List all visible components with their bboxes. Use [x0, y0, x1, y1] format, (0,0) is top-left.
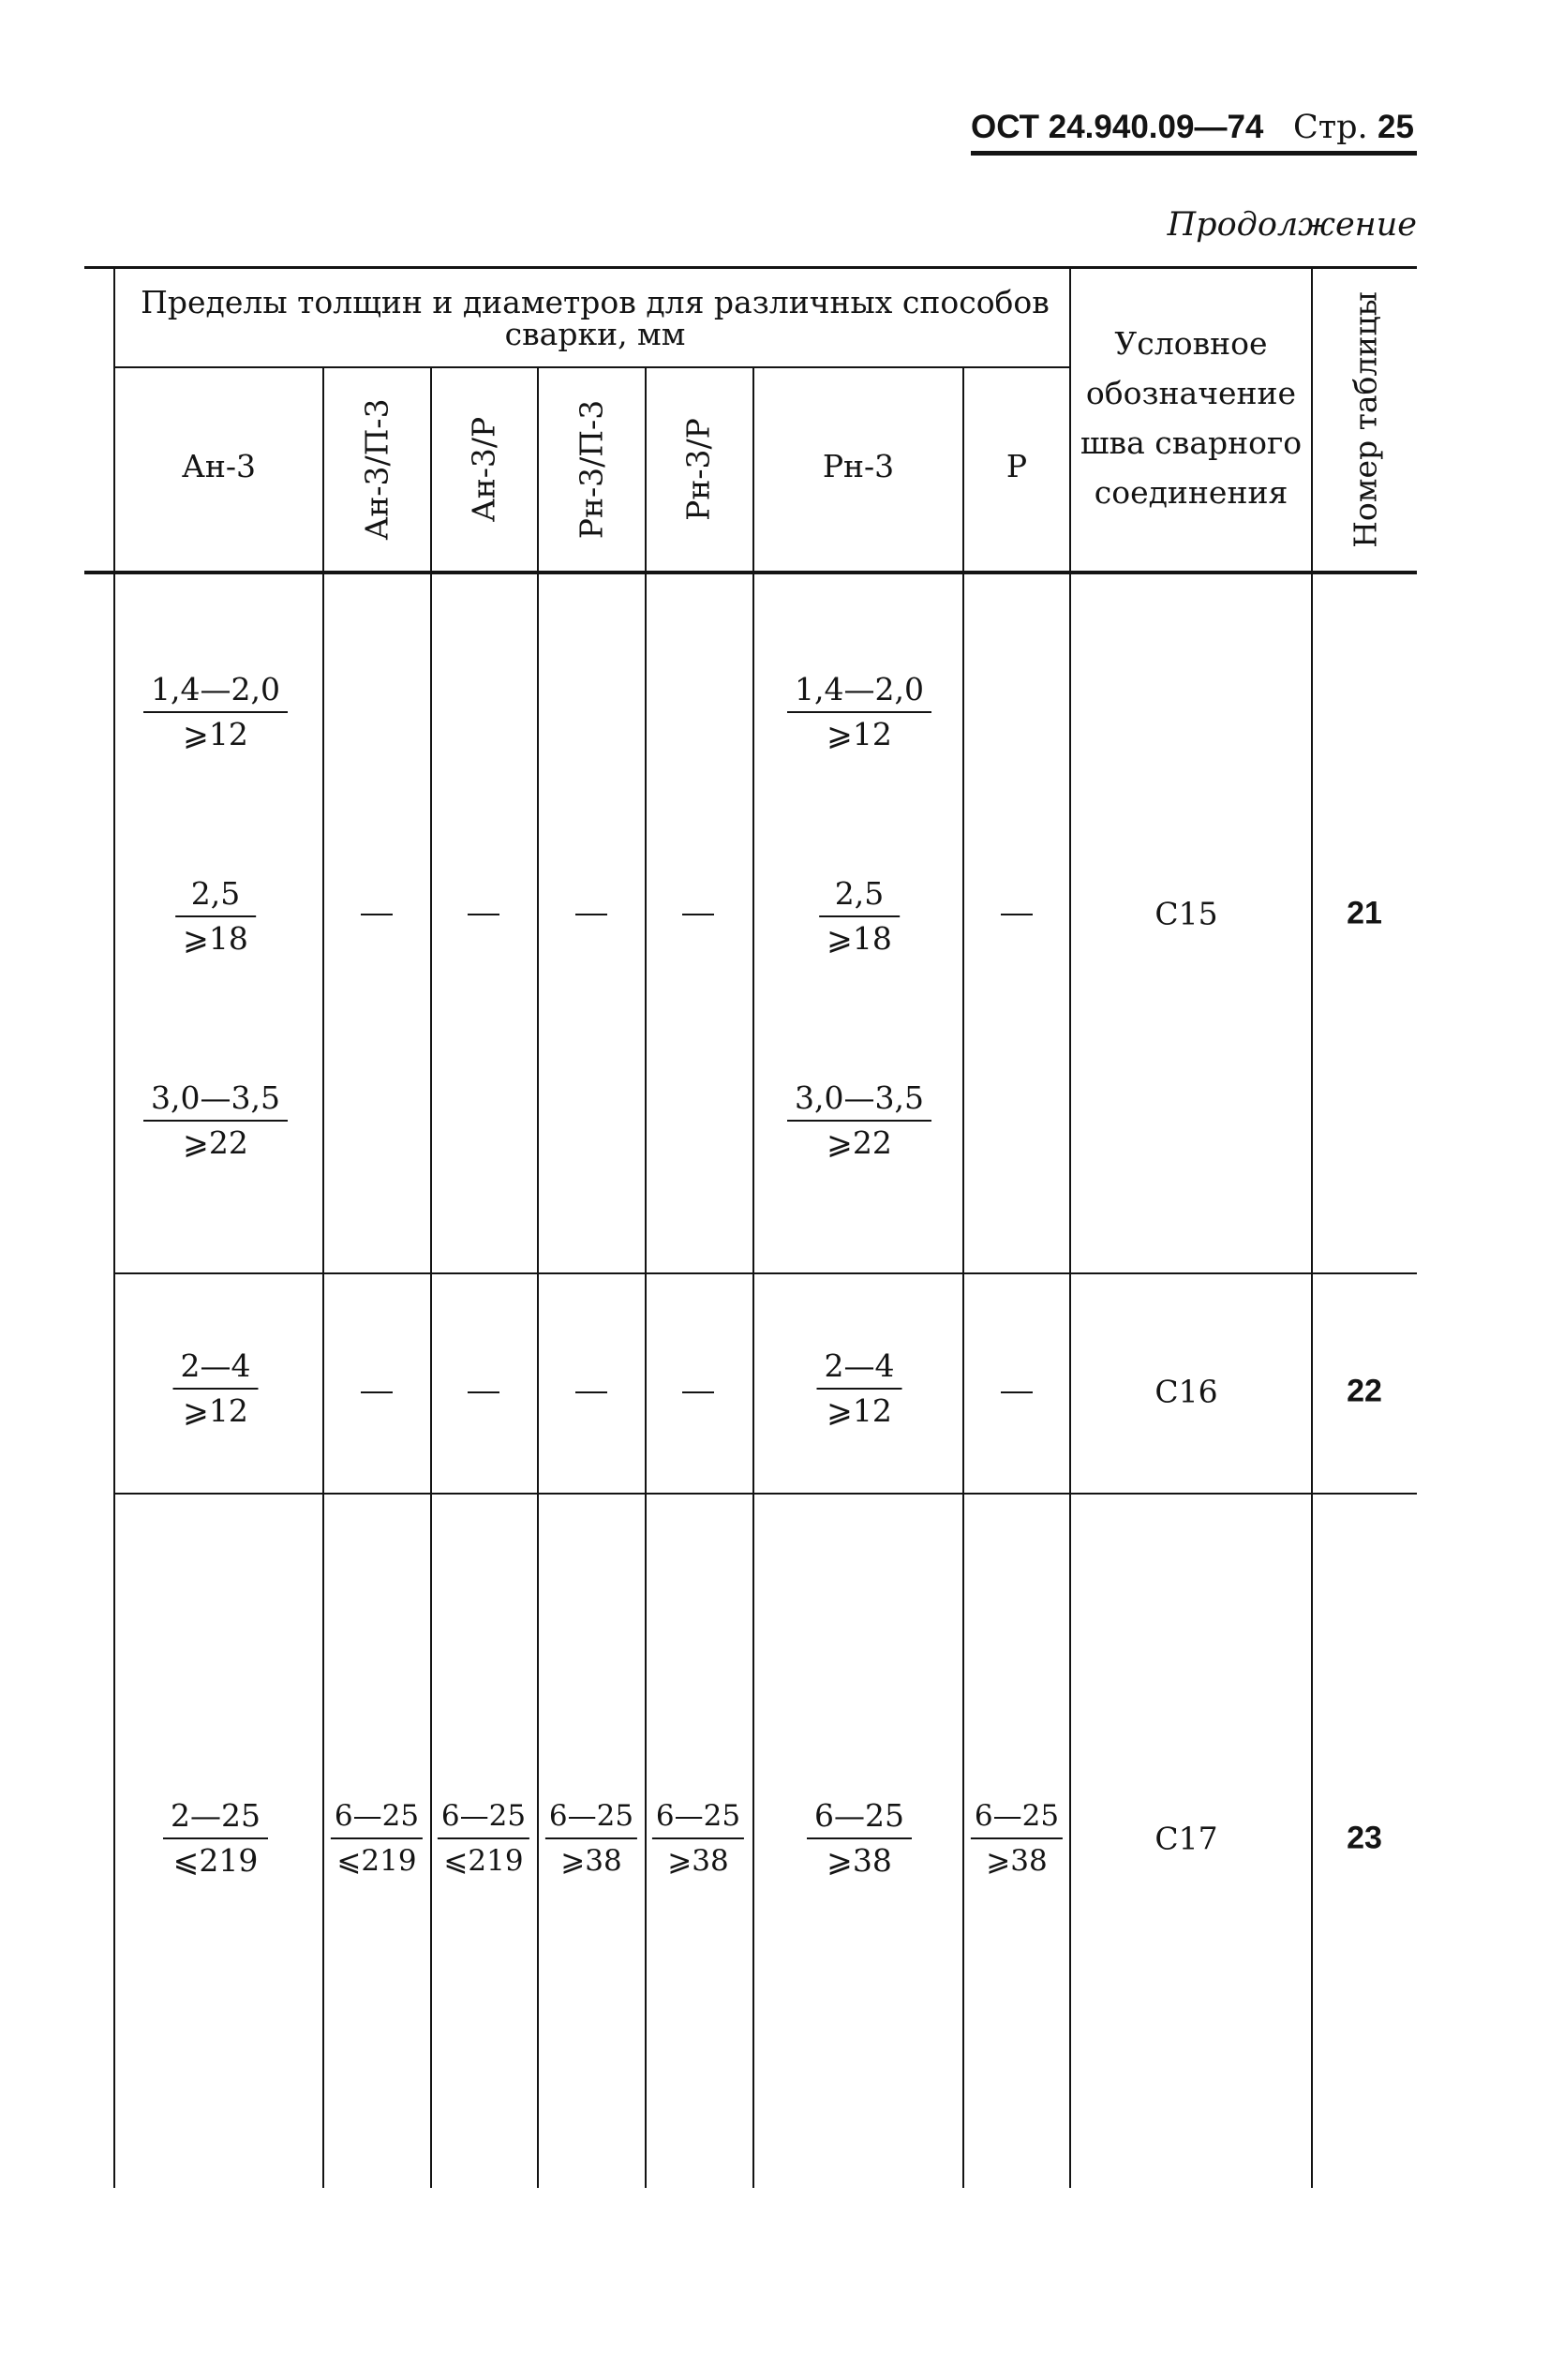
cell-r1-an3-2: $\frac{2,5}{⩾18}$ [175, 872, 256, 960]
cell-r1-rn3-1: $\frac{1,4—2,0}{⩾12}$ [787, 668, 931, 756]
designation-header: Условное обозначение шва сварного соединения [1080, 325, 1303, 511]
cell-r3-rn3: $\frac{6—25}{⩾38}$ [807, 1794, 912, 1882]
col-line-body-4 [645, 574, 647, 2188]
group-header-rule [114, 366, 1070, 368]
col-header-an3: Ан-3 [181, 448, 257, 484]
page-label: Стр. [1293, 109, 1368, 146]
standard-number: ОСТ 24.940.09—74 [971, 109, 1264, 145]
col-line-body-5 [752, 574, 754, 2188]
cell-r2-an3: $\frac{2—4}{⩾12}$ [173, 1345, 259, 1433]
row1-bottom-rule [114, 1272, 1417, 1274]
table-number-header: Номер таблицы [1347, 291, 1384, 548]
col-header-rn3-p3: Рн-3/П-3 [573, 399, 610, 540]
cell-r2-rn3p3-dash [575, 1391, 607, 1393]
col-line-body-3 [537, 574, 539, 2188]
page-number: 25 [1378, 109, 1414, 145]
header-rule [971, 151, 1417, 156]
cell-r1-an3p3-dash [361, 914, 393, 915]
cell-r1-rn3-3: $\frac{3,0—3,5}{⩾22}$ [787, 1077, 931, 1165]
col-line-body-6 [962, 574, 964, 2188]
col-line-left [113, 268, 115, 572]
cell-r3-table-number: 23 [1347, 1820, 1382, 1856]
col-header-an3-p3: Ан-3/П-3 [358, 398, 395, 541]
col-line-hdr-4 [645, 368, 647, 572]
cell-r1-designation: С15 [1154, 895, 1218, 932]
col-header-r: Р [1005, 448, 1028, 484]
cell-r2-an3p3-dash [361, 1391, 393, 1393]
col-line-hdr-1 [322, 368, 324, 572]
col-line-body-left [113, 574, 115, 2188]
continuation-label: Продолжение [1167, 206, 1417, 244]
cell-r3-an3p3: $\frac{6—25}{⩽219}$ [331, 1794, 423, 1882]
table-top-rule [84, 266, 1417, 269]
header-bottom-rule [84, 571, 1417, 574]
cell-r1-r-dash [1001, 914, 1033, 915]
cell-r1-rn3p3-dash [575, 914, 607, 915]
cell-r3-an3r: $\frac{6—25}{⩽219}$ [438, 1794, 529, 1882]
group-header: Пределы толщин и диаметров для различных способов сварки, мм [141, 284, 1050, 352]
col-line-body-7 [1069, 574, 1071, 2188]
col-header-an3-r: Ан-3/Р [465, 416, 502, 523]
cell-r3-an3: $\frac{2—25}{⩽219}$ [163, 1794, 268, 1882]
cell-r1-an3-1: $\frac{1,4—2,0}{⩾12}$ [143, 668, 288, 756]
cell-r1-table-number: 21 [1347, 895, 1382, 931]
cell-r1-an3r-dash [468, 914, 499, 915]
cell-r1-an3-3: $\frac{3,0—3,5}{⩾22}$ [143, 1077, 288, 1165]
cell-r1-rn3-2: $\frac{2,5}{⩾18}$ [819, 872, 900, 960]
col-header-rn3-r: Рн-3/Р [679, 418, 717, 521]
row2-bottom-rule [114, 1493, 1417, 1495]
cell-r2-r-dash [1001, 1391, 1033, 1393]
cell-r2-rn3: $\frac{2—4}{⩾12}$ [817, 1345, 902, 1433]
cell-r2-designation: С16 [1154, 1373, 1218, 1410]
cell-r3-r: $\frac{6—25}{⩾38}$ [971, 1794, 1063, 1882]
col-line-hdr-8 [1311, 268, 1313, 572]
cell-r3-rn3p3: $\frac{6—25}{⩾38}$ [545, 1794, 637, 1882]
col-line-hdr-2 [430, 368, 432, 572]
cell-r2-table-number: 22 [1347, 1373, 1382, 1409]
cell-r2-rn3r-dash [682, 1391, 714, 1393]
cell-r2-an3r-dash [468, 1391, 499, 1393]
page-header [971, 109, 1417, 156]
col-header-rn3: Рн-3 [822, 448, 895, 484]
col-line-hdr-7 [1069, 268, 1071, 572]
col-line-body-2 [430, 574, 432, 2188]
cell-r1-rn3r-dash [682, 914, 714, 915]
col-line-body-1 [322, 574, 324, 2188]
cell-r3-rn3r: $\frac{6—25}{⩾38}$ [652, 1794, 744, 1882]
col-line-body-8 [1311, 574, 1313, 2188]
col-line-hdr-3 [537, 368, 539, 572]
cell-r3-designation: С17 [1154, 1820, 1218, 1857]
